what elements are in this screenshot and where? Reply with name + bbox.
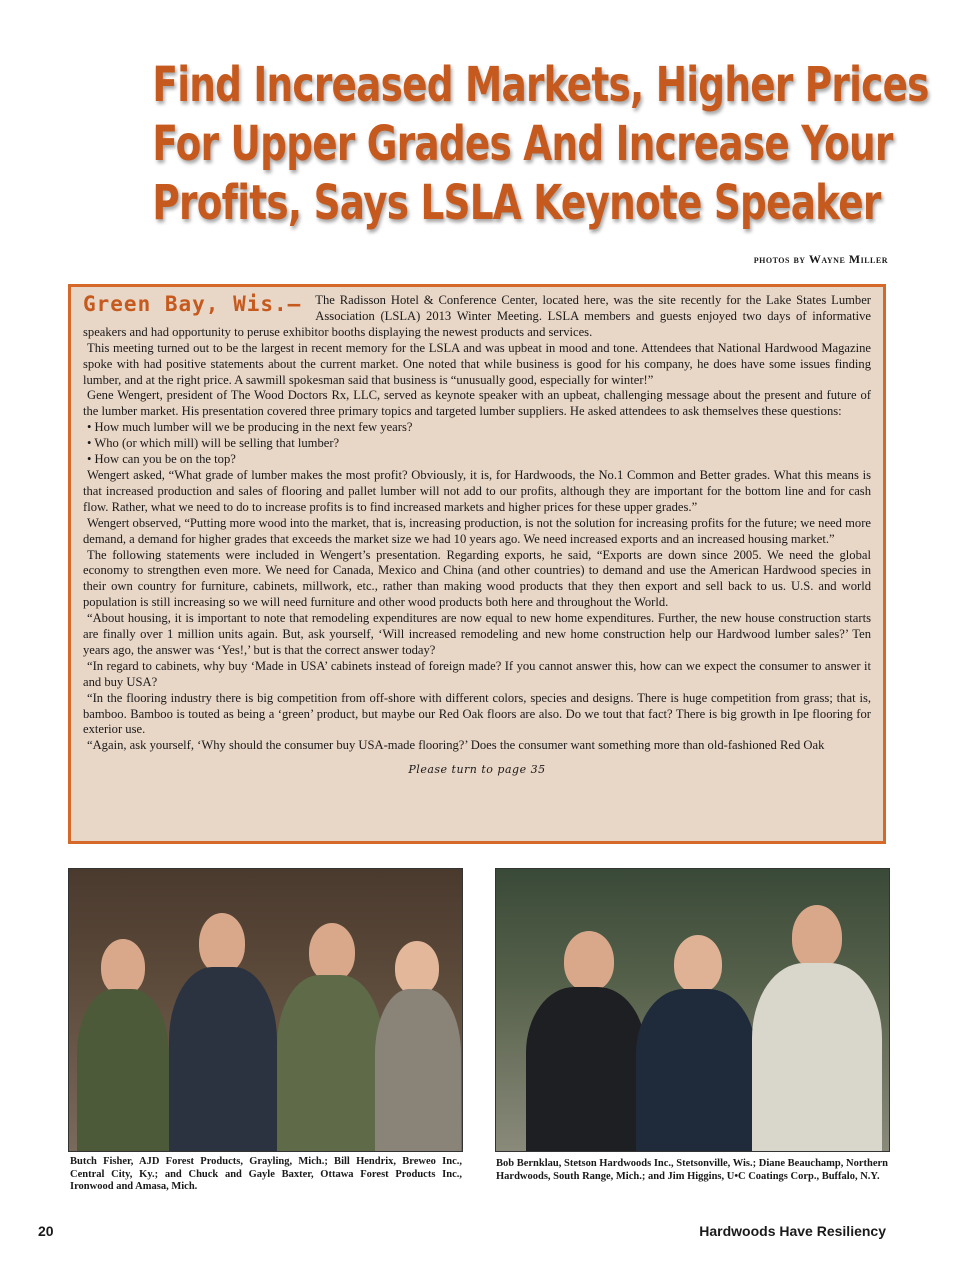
footer-title: Hardwoods Have Resiliency	[699, 1223, 886, 1239]
article-paragraph: “Again, ask yourself, ‘Why should the consumer buy USA-made flooring?’ Does the consumer want something more than old-fashioned Red Oak	[87, 738, 825, 753]
article-paragraph: “In regard to cabinets, why buy ‘Made in USA’ cabinets instead of foreign made? If you cannot answer this, how can we expect the consumer to answer it and buy USA?	[83, 658, 871, 689]
article-paragraph: The following statements were included in Wengert’s presentation. Regarding exports, he said, “Exports are down since 2005. We need the global economy to strengthen even more. We need for Canada, Mexico and China (and other countries) to demand and use the American Hardwood species in their own country for furniture, cabinets, millwork, etc., rather than making wood products that they then export and sell back to us. U.S. and world population is still increasing so we will need furniture and other wood products both here and throughout the World.	[83, 547, 871, 610]
article-body	[83, 293, 871, 754]
article-paragraph: This meeting turned out to be the largest in recent memory for the LSLA and was upbeat in mood and tone. Attendees that National Hardwood Magazine spoke with had positive statements about the current market. One noted that while business is good for his company, he does have some issues finding lumber, and at the right price. A sawmill spokesman said that business is “unusually good, especially for winter!”	[83, 340, 871, 387]
bullet-item: • Who (or which mill) will be selling that lumber?	[87, 436, 340, 451]
article-paragraph: “About housing, it is important to note that remodeling expenditures are now equal to new home expenditures. Further, the new house construction starts are finally over 1 million units again. But, ask yourself, ‘Will increased remodeling and new home construction help our Hardwood lumber sales?’ Ten years ago, the answer was ‘Yes!,’ but is that the correct answer today?	[83, 611, 871, 657]
photo-left-caption: Butch Fisher, AJD Forest Products, Grayling, Mich.; Bill Hendrix, Breweo Inc., Central City, Ky.; and Chuck and Gayle Baxter, Ottawa Forest Products Inc., Ironwood and Amasa, Mich.	[70, 1156, 462, 1192]
photo-right-caption: Bob Bernklau, Stetson Hardwoods Inc., Stetsonville, Wis.; Diane Beauchamp, Northern Hardwoods, South Range, Mich.; and Jim Higgins, U•C Coatings Corp., Buffalo, N.Y.	[496, 1158, 888, 1182]
headline-line-2: For Upper Grades And Increase Your	[152, 116, 893, 172]
dateline: Green Bay, Wis.–	[83, 292, 302, 316]
article-paragraph: Wengert observed, “Putting more wood into the market, that is, increasing production, is not the solution for increasing profits for the future; we need more demand, a demand for higher grades that exceeds the market size we had 10 years ago. We need increased exports and an increased housing market.”	[83, 515, 871, 546]
headline	[152, 56, 929, 233]
photo-credit: photos by Wayne Miller	[753, 252, 888, 266]
headline-line-1: Find Increased Markets, Higher Prices	[152, 57, 929, 113]
page-number: 20	[38, 1223, 54, 1239]
person-figure	[277, 923, 383, 1151]
continued-notice: Please turn to page 35	[408, 763, 546, 777]
photo-left	[68, 868, 463, 1152]
article-paragraph: The Radisson Hotel & Conference Center, located here, was the site recently for the Lake States Lumber Association (LSLA) 2013 Winter Meeting. LSLA members and guests enjoyed two days of informative speakers and had opportunity to peruse exhibitor booths displaying the newest products and services.	[83, 293, 871, 339]
article-paragraph: Wengert asked, “What grade of lumber makes the most profit? Obviously, it is, for Hardwoods, the No.1 Common and Better grades. What this means is that increased production and sales of flooring and pallet lumber will not add to our profits, although they are important for the bottom line and for cash flow. Rather, what we need to do to increase profits is to find increased markets and higher prices for these upper grades.”	[83, 467, 871, 514]
article-paragraph: “In the flooring industry there is big competition from off-shore with different colors, species and designs. There is huge competition from grass; that is, bamboo. Bamboo is touted as being a ‘green’ product, but maybe our Red Oak floors are also. Do we tout that fact? There is big growth in Ipe flooring for exterior use.	[83, 690, 871, 737]
article-box	[68, 284, 886, 844]
bullet-item: • How much lumber will we be producing in the next few years?	[87, 420, 413, 435]
person-figure	[752, 905, 882, 1151]
photo-right	[495, 868, 890, 1152]
person-figure	[169, 913, 277, 1151]
bullet-item: • How can you be on the top?	[87, 452, 236, 467]
person-figure	[526, 931, 646, 1151]
article-paragraph: Gene Wengert, president of The Wood Doctors Rx, LLC, served as keynote speaker with an upbeat, challenging message about the present and future of the lumber market. His presentation covered three primary topics and targeted lumber suppliers. He asked attendees to ask themselves these questions:	[83, 388, 871, 419]
headline-line-3: Profits, Says LSLA Keynote Speaker	[152, 175, 881, 231]
person-figure	[375, 941, 461, 1151]
person-figure	[77, 939, 169, 1151]
person-figure	[636, 935, 756, 1151]
